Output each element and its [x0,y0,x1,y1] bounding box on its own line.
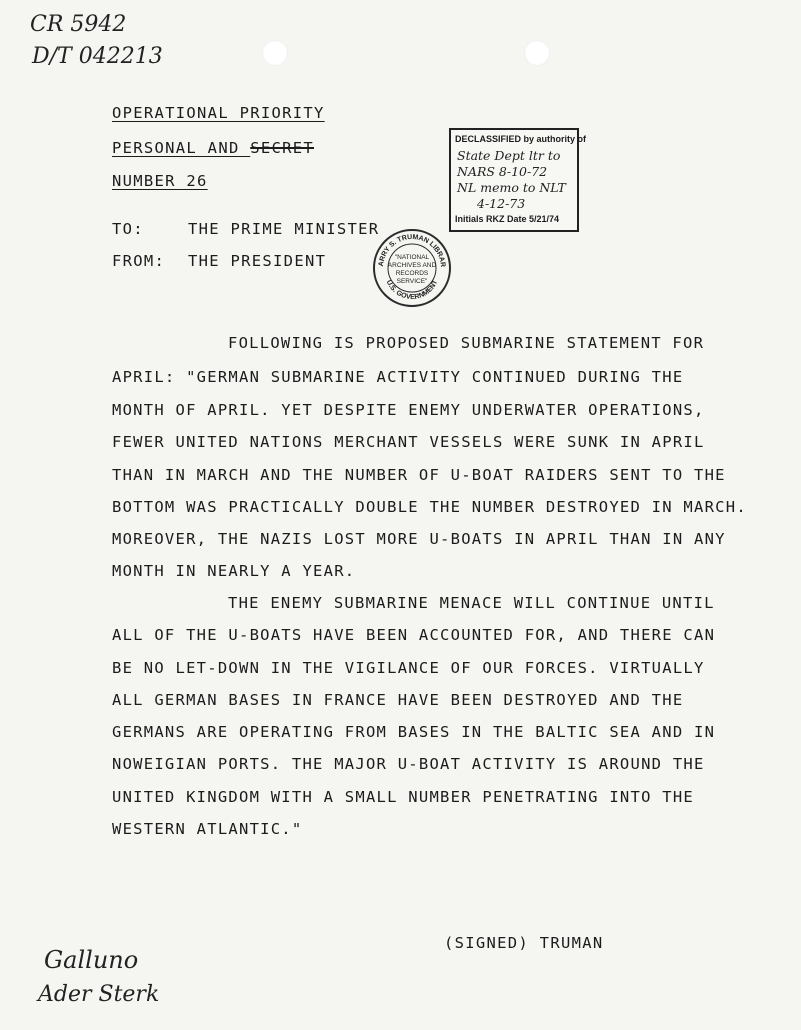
personal-text: PERSONAL AND [112,139,251,157]
body-line-15: UNITED KINGDOM WITH A SMALL NUMBER PENETRATING INTO THE [112,788,694,806]
body-line-3: MONTH OF APRIL. YET DESPITE ENEMY UNDERWATER OPERATIONS, [112,401,705,419]
body-line-16: WESTERN ATLANTIC." [112,820,303,838]
handwritten-file-number: CR 5942 [30,12,127,37]
body-line-5: THAN IN MARCH AND THE NUMBER OF U-BOAT RAIDERS SENT TO THE [112,466,726,484]
body-line-8: MONTH IN NEARLY A YEAR. [112,562,356,580]
message-number: NUMBER 26 [112,172,208,190]
body-line-4: FEWER UNITED NATIONS MERCHANT VESSELS WERE SUNK IN APRIL [112,433,705,451]
body-line-14: NOWEIGIAN PORTS. THE MAJOR U-BOAT ACTIVITY IS AROUND THE [112,755,705,773]
handwritten-initial-2: Ader Sterk [38,982,160,1007]
seal-bottom-text: U.S. GOVERNMENT [384,279,440,302]
archives-seal-stamp [372,228,452,308]
to-value: THE PRIME MINISTER [188,220,380,238]
to-label: TO: [112,220,144,238]
declass-authority: DECLASSIFIED by authority of [455,134,587,144]
body-line-10: ALL OF THE U-BOATS HAVE BEEN ACCOUNTED FOR, AND THERE CAN [112,626,716,644]
punch-hole-right [524,40,550,66]
handwritten-dt-number: D/T 042213 [32,44,163,69]
body-line-11: BE NO LET-DOWN IN THE VIGILANCE OF OUR FORCES. VIRTUALLY [112,659,705,677]
signature-line: (SIGNED) TRUMAN [444,934,604,952]
seal-top-text: ARRY S. TRUMAN LIBRAR [377,233,447,268]
priority-heading: OPERATIONAL PRIORITY [112,104,325,122]
body-line-2: APRIL: "GERMAN SUBMARINE ACTIVITY CONTINUED DURING THE [112,368,684,386]
body-line-12: ALL GERMAN BASES IN FRANCE HAVE BEEN DESTROYED AND THE [112,691,684,709]
seal-center-4: SERVICE" [396,278,428,285]
declassification-stamp [449,128,587,232]
from-value: THE PRESIDENT [188,252,327,270]
body-line-13: GERMANS ARE OPERATING FROM BASES IN THE BALTIC SEA AND IN [112,723,716,741]
declass-line-5: 4-12-73 [477,196,526,211]
body-line-1: FOLLOWING IS PROPOSED SUBMARINE STATEMENT FOR [228,334,705,352]
handwritten-initial-1: Galluno [44,946,139,974]
seal-graphic [372,228,452,308]
punch-hole-left [262,40,288,66]
declass-line-2: State Dept ltr to [457,148,561,163]
declass-line-4: NL memo to NLT [457,180,566,195]
seal-center-3: RECORDS [395,270,429,277]
body-line-7: MOREOVER, THE NAZIS LOST MORE U-BOATS IN APRIL THAN IN ANY [112,530,726,548]
from-label: FROM: [112,252,166,270]
classification-heading [112,139,314,157]
secret-text-struck: SECRET [250,139,315,157]
declass-initials-date: Initials RKZ Date 5/21/74 [455,214,560,224]
seal-center-2: ARCHIVES AND [387,262,437,269]
body-line-9: THE ENEMY SUBMARINE MENACE WILL CONTINUE UNTIL [228,594,715,612]
body-line-6: BOTTOM WAS PRACTICALLY DOUBLE THE NUMBER DESTROYED IN MARCH. [112,498,747,516]
seal-center-1: "NATIONAL [394,254,430,261]
declass-line-3: NARS 8-10-72 [457,164,548,179]
